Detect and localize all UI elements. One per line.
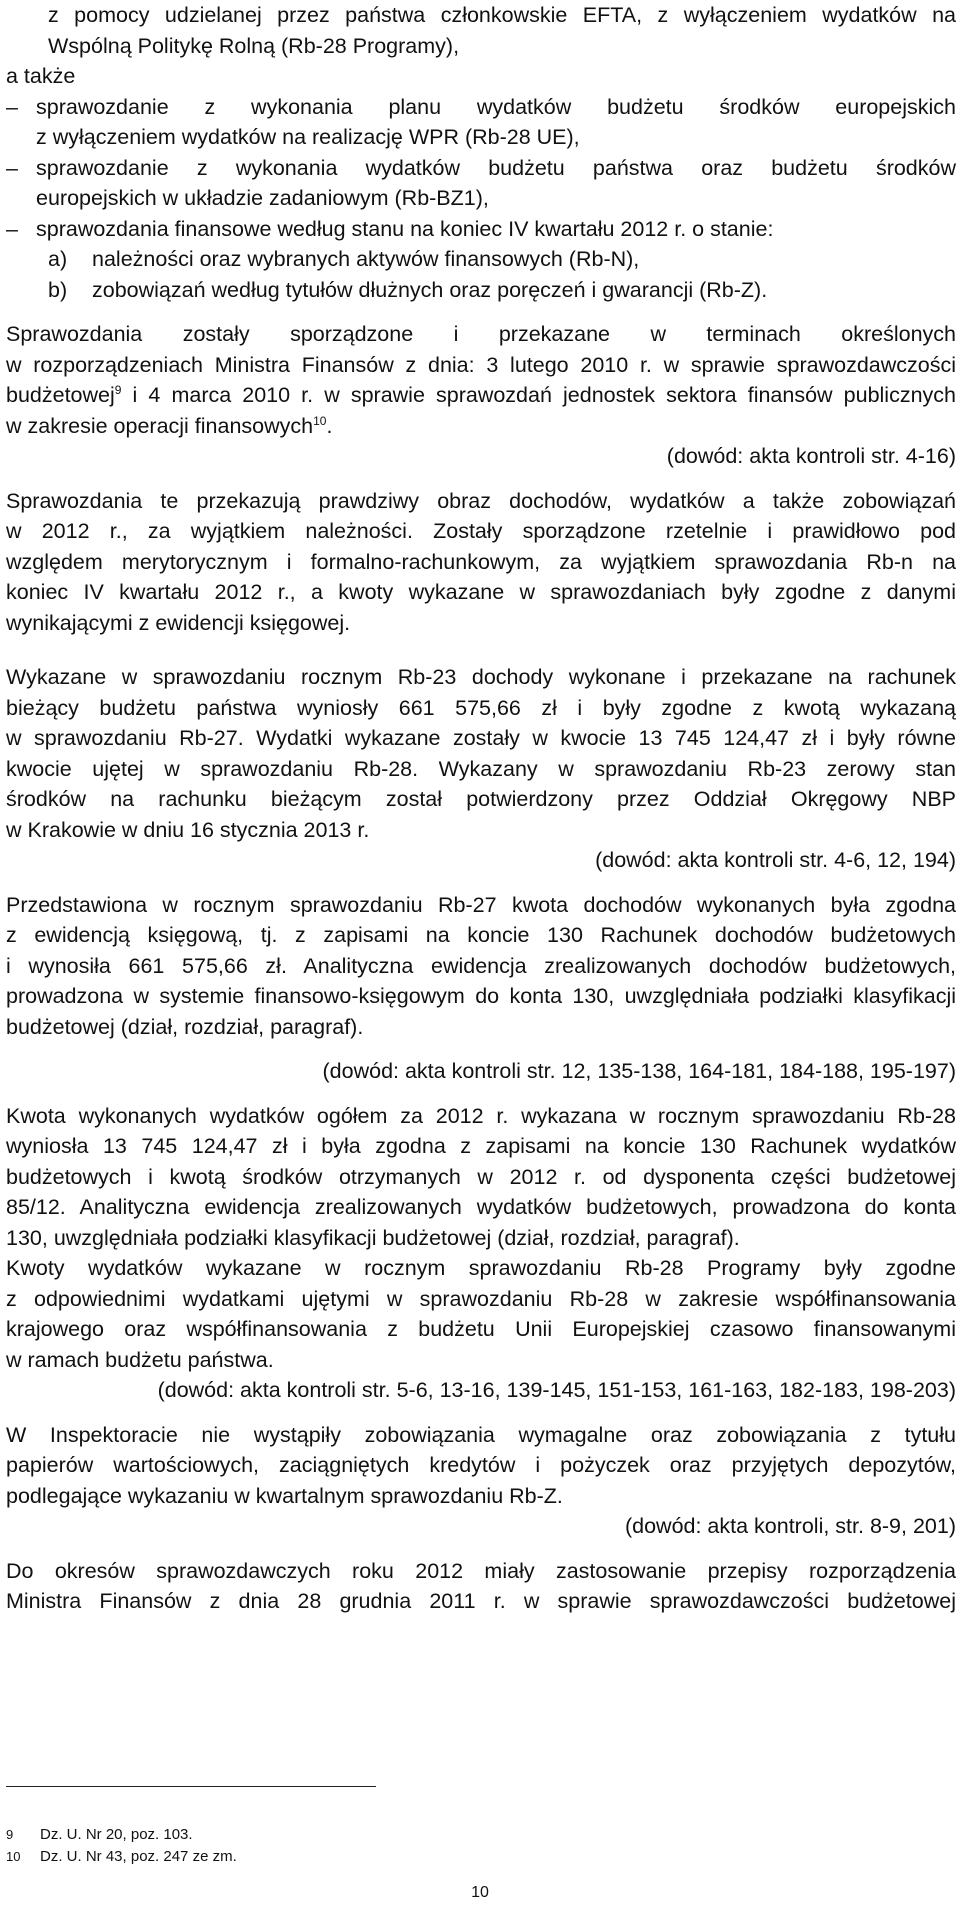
text-line: w rozporządzeniach Ministra Finansów z dnia: 3 lutego 2010 r. w sprawie sprawozdawczości — [6, 352, 956, 377]
evidence-reference: (dowód: akta kontroli str. 4-6, 12, 194) — [595, 848, 956, 872]
text-line: w ramach budżetu państwa. — [6, 1347, 274, 1372]
paragraph — [6, 1101, 956, 1254]
text-line: względem merytorycznym i formalno-rachunkowym, za wyjątkiem sprawozdania Rb-n na — [6, 549, 956, 574]
paragraph — [6, 1253, 956, 1406]
text-line: europejskich w układzie zadaniowym (Rb-BZ1), — [36, 186, 489, 210]
text-line: budżetowych i kwotą środków otrzymanych w 2012 r. od dysponenta części budżetowej — [6, 1164, 956, 1189]
text-line: budżetowej (dział, rozdział, paragraf). — [6, 1014, 364, 1039]
paragraph — [6, 1420, 956, 1542]
evidence-reference: (dowód: akta kontroli, str. 8-9, 201) — [624, 1514, 956, 1538]
list-marker: b) — [48, 277, 68, 302]
text-line: i wynosiła 661 575,66 zł. Analityczna ewidencja zrealizowanych dochodów budżetowych, — [6, 953, 956, 978]
evidence-reference: (dowód: akta kontroli str. 5-6, 13-16, 139-145, 151-153, 161-163, 182-183, 198-203) — [157, 1378, 956, 1402]
text-line: Sprawozdania te przekazują prawdziwy obraz dochodów, wydatków a także zobowiązań — [6, 488, 956, 513]
dash-bullet: – — [6, 94, 18, 119]
text-line: papierów wartościowych, zaciągniętych kredytów i pożyczek oraz przyjętych depozytów, — [6, 1453, 956, 1477]
text-line: Kwota wykonanych wydatków ogółem za 2012 r. wykazana w rocznym sprawozdaniu Rb-28 — [6, 1103, 956, 1128]
text-line: kwocie ujętej w sprawozdaniu Rb-28. Wykazany w sprawozdaniu Rb-23 zerowy stan — [6, 756, 956, 781]
footnote-number: 9 — [6, 1827, 14, 1842]
text-line: prowadzona w systemie finansowo-księgowym do konta 130, uwzględniała podziałki klasyfikacji — [6, 984, 956, 1008]
text-line: z ewidencją księgową, tj. z zapisami na koncie 130 Rachunek dochodów budżetowych — [6, 923, 956, 947]
list-item — [6, 92, 956, 153]
text-line: – sprawozdania finansowe według stanu na koniec IV kwartału 2012 r. o stanie: — [6, 214, 956, 245]
text-line: Kwoty wydatków wykazane w rocznym sprawozdaniu Rb-28 Programy były zgodne — [6, 1256, 956, 1280]
intro-block — [6, 0, 956, 305]
document-body — [6, 0, 956, 1617]
list-item — [6, 153, 956, 214]
text-line: w zakresie operacji finansowych$^{10}$. — [6, 413, 333, 438]
sub-list-item: b) zobowiązań według tytułów dłużnych oraz poręczeń i gwarancji (Rb-Z). — [6, 275, 956, 306]
text-line: wyniosła 13 745 124,47 zł i była zgodna z zapisami na koncie 130 Rachunek wydatków — [6, 1134, 956, 1158]
text-line: a także — [6, 64, 76, 88]
text-line: z pomocy udzielanej przez państwa członkowskie EFTA, z wyłączeniem wydatków na — [48, 3, 956, 27]
text-line: W Inspektoracie nie wystąpiły zobowiązania wymagalne oraz zobowiązania z tytułu — [6, 1422, 956, 1447]
text-line: 85/12. Analityczna ewidencja zrealizowanych wydatków budżetowych, prowadzona do konta — [6, 1195, 956, 1219]
footnote-number: 10 — [6, 1849, 21, 1864]
dash-bullet: – — [6, 216, 18, 241]
text-line: – sprawozdanie z wykonania planu wydatków budżetu środków europejskich — [6, 92, 956, 123]
text-line: wynikającymi z ewidencji księgowej. — [6, 610, 351, 635]
text-line: w 2012 r., za wyjątkiem należności. Zostały sporządzone rzetelnie i prawidłowo pod — [6, 519, 956, 543]
text-line: z odpowiednimi wydatkami ujętymi w sprawozdaniu Rb-28 w zakresie współfinansowania — [6, 1286, 956, 1311]
text-line: – sprawozdanie z wykonania wydatków budżetu państwa oraz budżetu środków — [6, 153, 956, 184]
text-line: bieżący budżetu państwa wyniosły 661 575,66 zł i były zgodne z kwotą wykazaną — [6, 695, 956, 720]
paragraph — [6, 662, 956, 876]
paragraph — [6, 319, 956, 472]
footnote-separator — [6, 1786, 376, 1787]
sub-list-item: a) należności oraz wybranych aktywów finansowych (Rb-N), — [6, 244, 956, 275]
evidence-reference: (dowód: akta kontroli str. 4-16) — [666, 444, 956, 468]
text-line: w Krakowie w dniu 16 stycznia 2013 r. — [6, 817, 370, 842]
footnote — [6, 1824, 606, 1846]
text-line: Ministra Finansów z dnia 28 grudnia 2011 r. w sprawie sprawozdawczości budżetowej — [6, 1589, 956, 1613]
footnotes — [6, 1824, 606, 1868]
footnote-text: Dz. U. Nr 43, poz. 247 ze zm. — [40, 1848, 237, 1865]
dash-bullet: – — [6, 155, 18, 180]
text-line: 130, uwzględniała podziałki klasyfikacji budżetowej (dział, rozdział, paragraf). — [6, 1225, 740, 1250]
text-line: Wspólną Politykę Rolną (Rb-28 Programy), — [48, 33, 460, 58]
page-number: 10 — [471, 1884, 489, 1901]
text-line: Wykazane w sprawozdaniu rocznym Rb-23 dochody wykonane i przekazane na rachunek — [6, 665, 956, 689]
text-line: krajowego oraz współfinansowania z budżetu Unii Europejskiej czasowo finansowanymi — [6, 1317, 956, 1341]
text-line: Do okresów sprawozdawczych roku 2012 miały zastosowanie przepisy rozporządzenia — [6, 1558, 956, 1583]
paragraph — [6, 890, 956, 1087]
text-line: Sprawozdania zostały sporządzone i przekazane w terminach określonych — [6, 322, 956, 346]
text-line: w sprawozdaniu Rb-27. Wydatki wykazane zostały w kwocie 13 745 124,47 zł i były równe — [6, 726, 956, 750]
footnote — [6, 1846, 606, 1868]
footnote-ref[interactable]: 9 — [114, 382, 122, 397]
text-line: Przedstawiona w rocznym sprawozdaniu Rb-27 kwota dochodów wykonanych była zgodna — [6, 892, 956, 917]
list-item — [6, 214, 956, 245]
text-line: środków na rachunku bieżącym został potwierdzony przez Oddział Okręgowy NBP — [6, 787, 956, 811]
paragraph — [6, 1556, 956, 1617]
text-line: koniec IV kwartału 2012 r., a kwoty wykazane w sprawozdaniach były zgodne z danymi — [6, 580, 956, 604]
text-line: podlegające wykazaniu w kwartalnym sprawozdaniu Rb-Z. — [6, 1483, 563, 1508]
text-line: budżetowej$^9$ i 4 marca 2010 r. w sprawie sprawozdań jednostek sektora finansów publicznych — [6, 382, 956, 407]
list-marker: a) — [48, 247, 68, 271]
footnote-ref[interactable]: 10 — [313, 413, 327, 428]
text-line: z wyłączeniem wydatków na realizację WPR (Rb-28 UE), — [36, 125, 580, 149]
paragraph — [6, 486, 956, 639]
footnote-text: Dz. U. Nr 20, poz. 103. — [40, 1826, 193, 1843]
evidence-reference: (dowód: akta kontroli str. 12, 135-138, 164-181, 184-188, 195-197) — [322, 1059, 956, 1083]
